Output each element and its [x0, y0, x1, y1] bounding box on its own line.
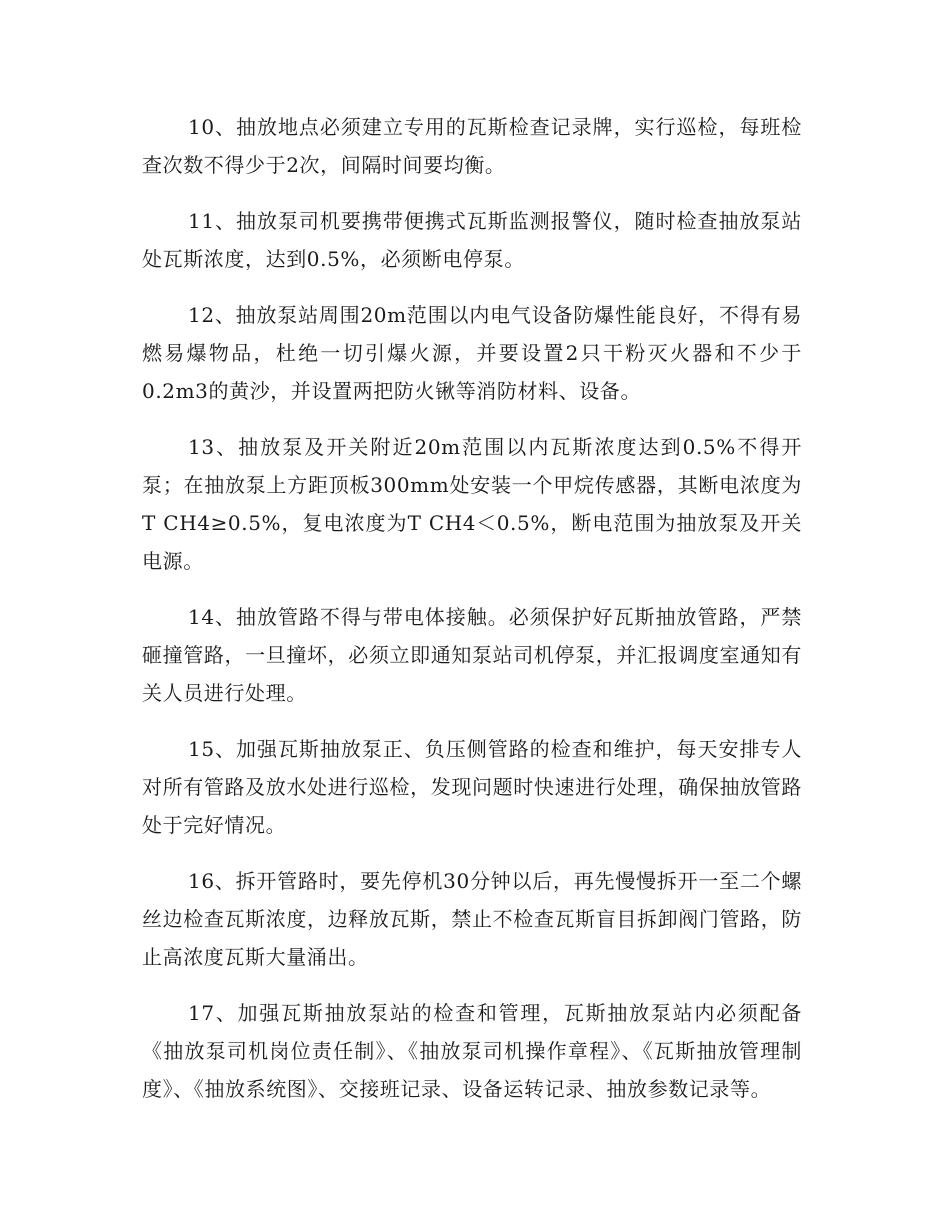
paragraph-item-10: 10、抽放地点必须建立专用的瓦斯检查记录牌，实行巡检，每班检查次数不得少于2次，间隔时间要均衡。	[142, 115, 802, 177]
paragraph-item-16: 16、拆开管路时，要先停机30分钟以后，再先慢慢拆开一至二个螺丝边检查瓦斯浓度，边释放瓦斯，禁止不检查瓦斯盲目拆卸阀门管路，防止高浓度瓦斯大量涌出。	[142, 869, 802, 969]
paragraph-item-15: 15、加强瓦斯抽放泵正、负压侧管路的检查和维护，每天安排专人对所有管路及放水处进行巡检，发现问题时快速进行处理，确保抽放管路处于完好情况。	[142, 737, 802, 837]
paragraph-item-17: 17、加强瓦斯抽放泵站的检查和管理，瓦斯抽放泵站内必须配备《抽放泵司机岗位责任制》、《抽放泵司机操作章程》、《瓦斯抽放管理制度》、《抽放系统图》、交接班记录、设备运转记录、抽放参数记录等。	[142, 1001, 802, 1101]
paragraph-item-11: 11、抽放泵司机要携带便携式瓦斯监测报警仪，随时检查抽放泵站处瓦斯浓度，达到0.5%，必须断电停泵。	[142, 209, 802, 271]
paragraph-item-14: 14、抽放管路不得与带电体接触。必须保护好瓦斯抽放管路，严禁砸撞管路，一旦撞坏，必须立即通知泵站司机停泵，并汇报调度室通知有关人员进行处理。	[142, 605, 802, 705]
paragraph-item-13: 13、抽放泵及开关附近20m范围以内瓦斯浓度达到0.5%不得开泵；在抽放泵上方距顶板300mm处安装一个甲烷传感器，其断电浓度为T CH4≥0.5%，复电浓度为T CH4＜0.5%，断电范围为抽放泵及开关电源。	[142, 435, 802, 573]
paragraph-item-12: 12、抽放泵站周围20m范围以内电气设备防爆性能良好，不得有易燃易爆物品，杜绝一切引爆火源，并要设置2只干粉灭火器和不少于0.2m3的黄沙，并设置两把防火锹等消防材料、设备。	[142, 303, 802, 403]
